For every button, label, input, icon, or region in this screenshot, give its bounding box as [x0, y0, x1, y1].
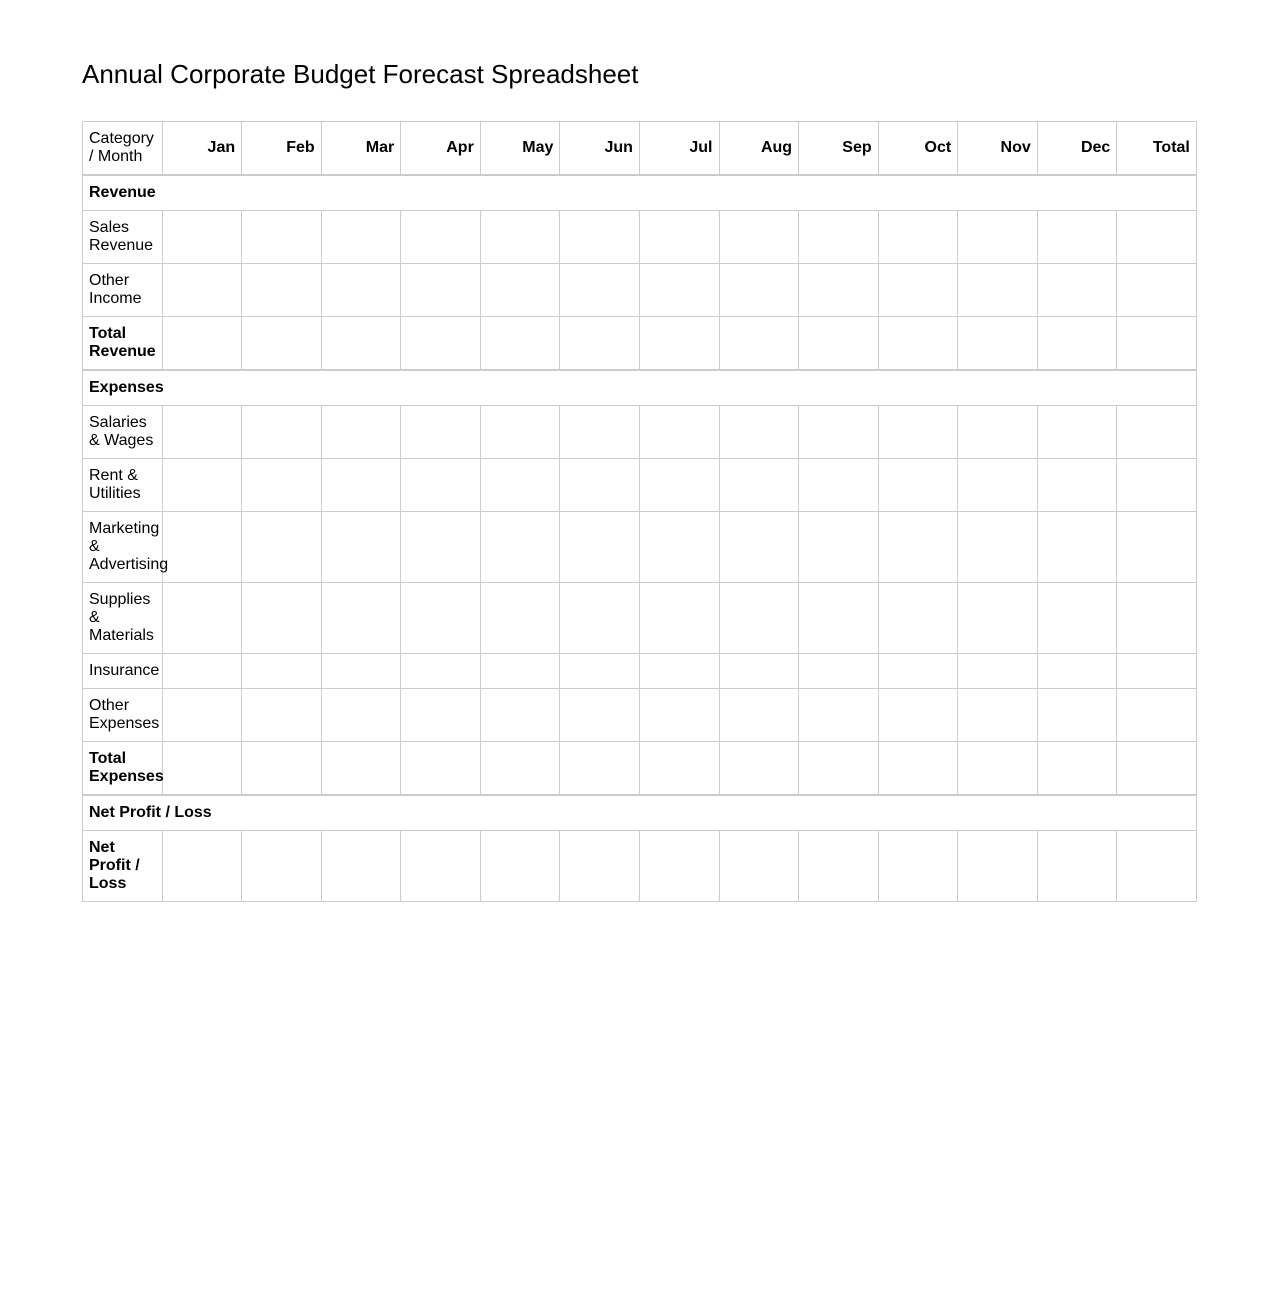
cell-aug[interactable] [719, 583, 799, 654]
cell-may[interactable] [480, 654, 560, 689]
cell-mar[interactable] [321, 689, 401, 742]
cell-may[interactable] [480, 512, 560, 583]
cell-apr[interactable] [401, 831, 481, 902]
cell-jan[interactable] [162, 831, 242, 902]
header-row [83, 122, 1197, 176]
cell-feb[interactable] [242, 211, 322, 264]
cell-jul[interactable] [639, 211, 719, 264]
cell-may[interactable] [480, 742, 560, 796]
cell-apr[interactable] [401, 317, 481, 371]
cell-may[interactable] [480, 264, 560, 317]
cell-sep[interactable] [799, 583, 879, 654]
cell-may[interactable] [480, 317, 560, 371]
cell-aug[interactable] [719, 211, 799, 264]
cell-jun[interactable] [560, 512, 640, 583]
section-row-net-profit-loss [83, 795, 1197, 831]
cell-jul[interactable] [639, 583, 719, 654]
cell-oct[interactable] [878, 742, 958, 796]
cell-mar[interactable] [321, 512, 401, 583]
cell-dec[interactable] [1037, 264, 1117, 317]
cell-may[interactable] [480, 831, 560, 902]
row-label-total-revenue: Total Revenue [83, 317, 163, 371]
column-header-feb: Feb [242, 122, 322, 176]
table-row-other-income [83, 264, 1197, 317]
cell-jun[interactable] [560, 317, 640, 371]
cell-nov[interactable] [958, 742, 1038, 796]
cell-jan[interactable] [162, 654, 242, 689]
cell-sep[interactable] [799, 654, 879, 689]
column-header-category: Category / Month [83, 122, 163, 176]
cell-apr[interactable] [401, 654, 481, 689]
cell-may[interactable] [480, 459, 560, 512]
table-row-supplies-materials [83, 583, 1197, 654]
cell-sep[interactable] [799, 742, 879, 796]
cell-jul[interactable] [639, 459, 719, 512]
cell-nov[interactable] [958, 264, 1038, 317]
cell-jan[interactable] [162, 264, 242, 317]
cell-jan[interactable] [162, 459, 242, 512]
cell-may[interactable] [480, 583, 560, 654]
cell-nov[interactable] [958, 654, 1038, 689]
cell-jun[interactable] [560, 583, 640, 654]
budget-table [82, 121, 1197, 902]
cell-aug[interactable] [719, 264, 799, 317]
cell-jun[interactable] [560, 406, 640, 459]
cell-mar[interactable] [321, 459, 401, 512]
cell-sep[interactable] [799, 211, 879, 264]
section-title-revenue: Revenue [83, 175, 1197, 211]
cell-total[interactable] [1117, 654, 1197, 689]
cell-sep[interactable] [799, 689, 879, 742]
cell-total[interactable] [1117, 512, 1197, 583]
cell-nov[interactable] [958, 583, 1038, 654]
table-row-salaries-wages [83, 406, 1197, 459]
column-header-may: May [480, 122, 560, 176]
cell-nov[interactable] [958, 459, 1038, 512]
cell-jul[interactable] [639, 689, 719, 742]
cell-jun[interactable] [560, 654, 640, 689]
cell-dec[interactable] [1037, 211, 1117, 264]
row-label-supplies-materials: Supplies & Materials [83, 583, 163, 654]
cell-nov[interactable] [958, 406, 1038, 459]
section-title-net-profit-loss: Net Profit / Loss [83, 795, 1197, 831]
cell-dec[interactable] [1037, 689, 1117, 742]
cell-apr[interactable] [401, 211, 481, 264]
cell-apr[interactable] [401, 583, 481, 654]
cell-feb[interactable] [242, 459, 322, 512]
cell-jul[interactable] [639, 742, 719, 796]
cell-dec[interactable] [1037, 406, 1117, 459]
row-label-other-expenses: Other Expenses [83, 689, 163, 742]
cell-oct[interactable] [878, 512, 958, 583]
cell-jan[interactable] [162, 406, 242, 459]
cell-jan[interactable] [162, 742, 242, 796]
column-header-total: Total [1117, 122, 1197, 176]
cell-feb[interactable] [242, 742, 322, 796]
row-label-marketing-advertising: Marketing & Advertising [83, 512, 163, 583]
cell-dec[interactable] [1037, 512, 1117, 583]
cell-may[interactable] [480, 406, 560, 459]
row-label-other-income: Other Income [83, 264, 163, 317]
cell-mar[interactable] [321, 211, 401, 264]
cell-sep[interactable] [799, 459, 879, 512]
cell-nov[interactable] [958, 211, 1038, 264]
cell-feb[interactable] [242, 406, 322, 459]
cell-oct[interactable] [878, 406, 958, 459]
cell-total[interactable] [1117, 459, 1197, 512]
table-row-insurance [83, 654, 1197, 689]
cell-sep[interactable] [799, 317, 879, 371]
cell-dec[interactable] [1037, 742, 1117, 796]
cell-sep[interactable] [799, 512, 879, 583]
cell-jun[interactable] [560, 459, 640, 512]
cell-oct[interactable] [878, 264, 958, 317]
row-label-net-profit-loss: Net Profit / Loss [83, 831, 163, 902]
row-label-salaries-wages: Salaries & Wages [83, 406, 163, 459]
cell-jan[interactable] [162, 583, 242, 654]
cell-dec[interactable] [1037, 459, 1117, 512]
table-row-other-expenses [83, 689, 1197, 742]
cell-aug[interactable] [719, 512, 799, 583]
page-title: Annual Corporate Budget Forecast Spreadsheet [82, 59, 639, 89]
cell-aug[interactable] [719, 831, 799, 902]
cell-total[interactable] [1117, 264, 1197, 317]
cell-feb[interactable] [242, 831, 322, 902]
cell-jun[interactable] [560, 264, 640, 317]
cell-total[interactable] [1117, 317, 1197, 371]
section-title-expenses: Expenses [83, 370, 1197, 406]
cell-total[interactable] [1117, 831, 1197, 902]
row-label-rent-utilities: Rent & Utilities [83, 459, 163, 512]
cell-mar[interactable] [321, 317, 401, 371]
cell-mar[interactable] [321, 742, 401, 796]
column-header-aug: Aug [719, 122, 799, 176]
cell-mar[interactable] [321, 583, 401, 654]
cell-mar[interactable] [321, 654, 401, 689]
column-header-oct: Oct [878, 122, 958, 176]
cell-nov[interactable] [958, 831, 1038, 902]
column-header-nov: Nov [958, 122, 1038, 176]
cell-mar[interactable] [321, 831, 401, 902]
cell-total[interactable] [1117, 742, 1197, 796]
cell-nov[interactable] [958, 512, 1038, 583]
cell-aug[interactable] [719, 317, 799, 371]
cell-mar[interactable] [321, 406, 401, 459]
cell-jul[interactable] [639, 264, 719, 317]
cell-jun[interactable] [560, 211, 640, 264]
cell-feb[interactable] [242, 689, 322, 742]
cell-sep[interactable] [799, 406, 879, 459]
cell-apr[interactable] [401, 406, 481, 459]
row-label-sales-revenue: Sales Revenue [83, 211, 163, 264]
cell-aug[interactable] [719, 654, 799, 689]
cell-jan[interactable] [162, 211, 242, 264]
cell-oct[interactable] [878, 831, 958, 902]
cell-apr[interactable] [401, 742, 481, 796]
table-row-total-revenue [83, 317, 1197, 371]
table-row-rent-utilities [83, 459, 1197, 512]
column-header-mar: Mar [321, 122, 401, 176]
cell-jun[interactable] [560, 689, 640, 742]
table-row-sales-revenue [83, 211, 1197, 264]
cell-apr[interactable] [401, 264, 481, 317]
section-row-expenses [83, 370, 1197, 406]
cell-jun[interactable] [560, 742, 640, 796]
cell-sep[interactable] [799, 831, 879, 902]
cell-jan[interactable] [162, 512, 242, 583]
cell-dec[interactable] [1037, 654, 1117, 689]
cell-jul[interactable] [639, 317, 719, 371]
cell-feb[interactable] [242, 512, 322, 583]
column-header-apr: Apr [401, 122, 481, 176]
cell-feb[interactable] [242, 583, 322, 654]
cell-nov[interactable] [958, 317, 1038, 371]
cell-feb[interactable] [242, 654, 322, 689]
column-header-dec: Dec [1037, 122, 1117, 176]
cell-jun[interactable] [560, 831, 640, 902]
cell-dec[interactable] [1037, 317, 1117, 371]
cell-aug[interactable] [719, 406, 799, 459]
cell-jul[interactable] [639, 512, 719, 583]
column-header-jun: Jun [560, 122, 640, 176]
row-label-total-expenses: Total Expenses [83, 742, 163, 796]
cell-dec[interactable] [1037, 583, 1117, 654]
cell-oct[interactable] [878, 211, 958, 264]
cell-may[interactable] [480, 689, 560, 742]
cell-dec[interactable] [1037, 831, 1117, 902]
cell-total[interactable] [1117, 689, 1197, 742]
cell-total[interactable] [1117, 406, 1197, 459]
cell-oct[interactable] [878, 317, 958, 371]
column-header-sep: Sep [799, 122, 879, 176]
table-row-net-profit-loss [83, 831, 1197, 902]
cell-jan[interactable] [162, 689, 242, 742]
cell-aug[interactable] [719, 689, 799, 742]
cell-may[interactable] [480, 211, 560, 264]
row-label-insurance: Insurance [83, 654, 163, 689]
cell-jan[interactable] [162, 317, 242, 371]
cell-total[interactable] [1117, 583, 1197, 654]
cell-feb[interactable] [242, 317, 322, 371]
cell-aug[interactable] [719, 742, 799, 796]
cell-feb[interactable] [242, 264, 322, 317]
table-row-total-expenses [83, 742, 1197, 796]
column-header-jan: Jan [162, 122, 242, 176]
cell-mar[interactable] [321, 264, 401, 317]
cell-oct[interactable] [878, 689, 958, 742]
section-row-revenue [83, 175, 1197, 211]
cell-jul[interactable] [639, 406, 719, 459]
cell-oct[interactable] [878, 583, 958, 654]
cell-nov[interactable] [958, 689, 1038, 742]
cell-sep[interactable] [799, 264, 879, 317]
cell-total[interactable] [1117, 211, 1197, 264]
cell-jul[interactable] [639, 831, 719, 902]
cell-oct[interactable] [878, 459, 958, 512]
table-row-marketing-advertising [83, 512, 1197, 583]
cell-apr[interactable] [401, 459, 481, 512]
cell-aug[interactable] [719, 459, 799, 512]
cell-oct[interactable] [878, 654, 958, 689]
column-header-jul: Jul [639, 122, 719, 176]
cell-apr[interactable] [401, 512, 481, 583]
cell-jul[interactable] [639, 654, 719, 689]
cell-apr[interactable] [401, 689, 481, 742]
